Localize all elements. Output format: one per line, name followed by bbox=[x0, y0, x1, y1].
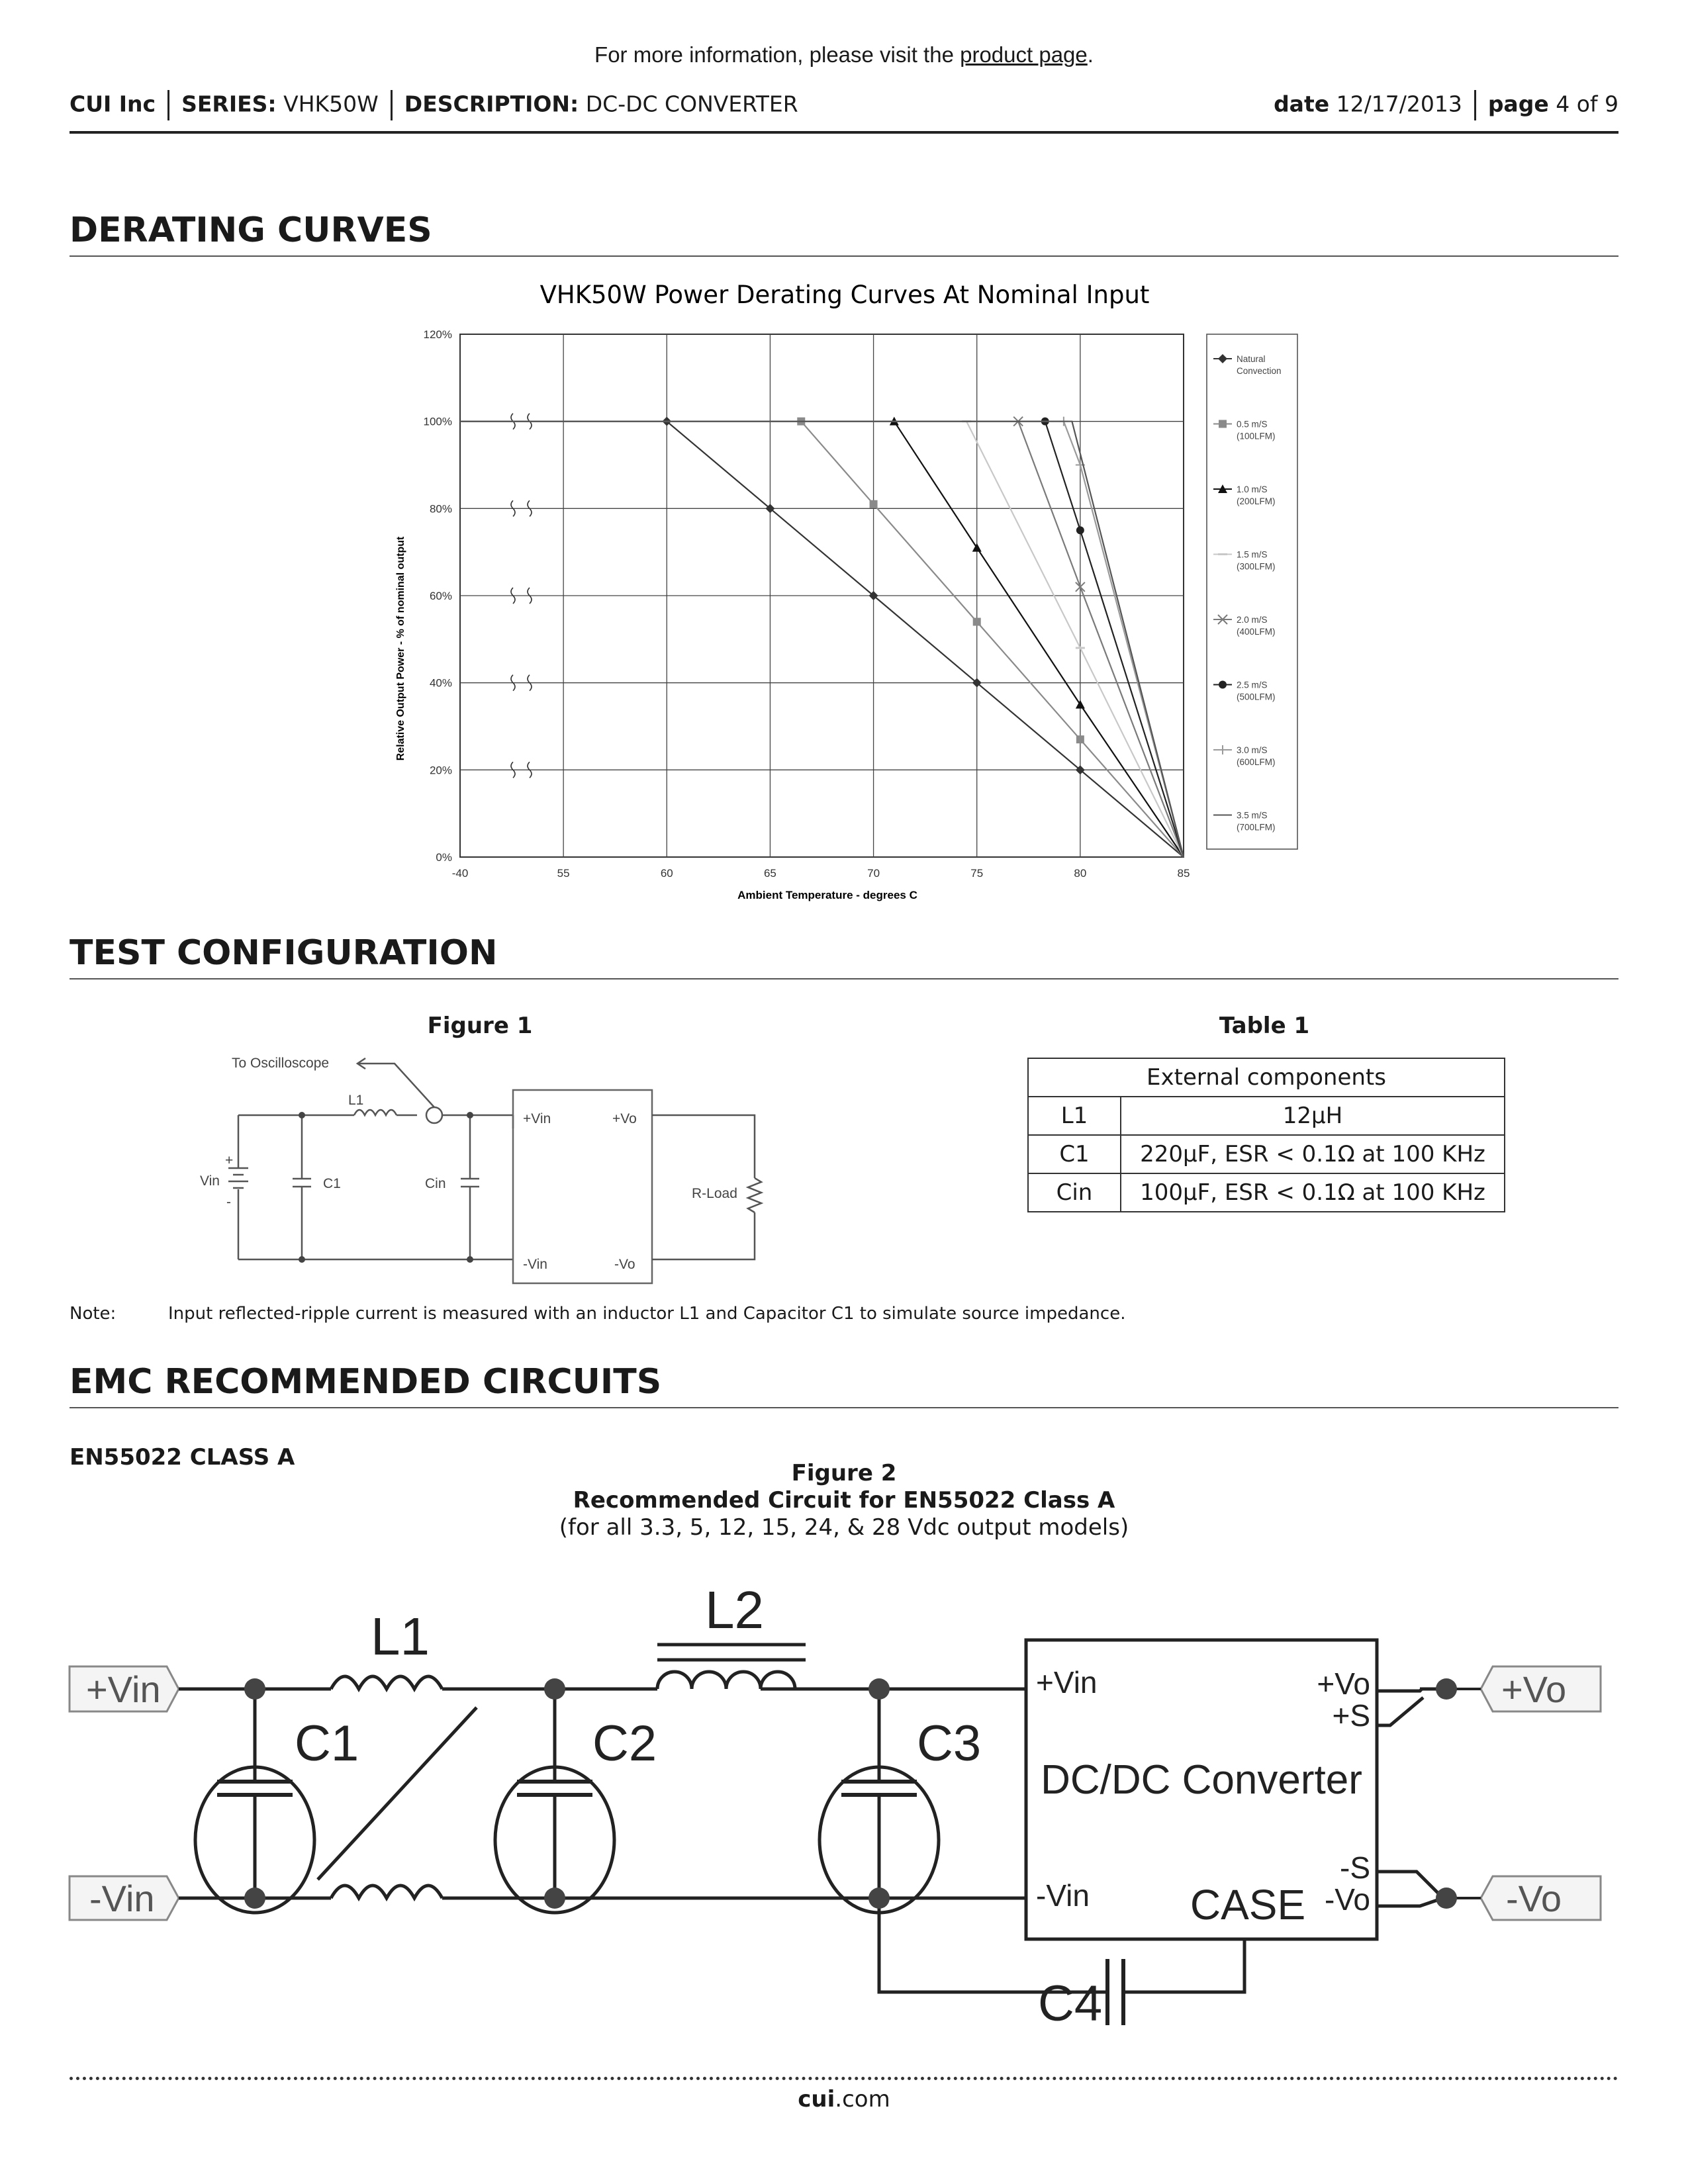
table-header-row bbox=[1028, 1058, 1505, 1097]
figure2-title: Recommended Circuit for EN55022 Class A bbox=[573, 1487, 1115, 1514]
header-divider bbox=[391, 90, 393, 120]
chart-x-tick-label: 55 bbox=[557, 867, 570, 880]
table-cell-value: 220µF, ESR < 0.1Ω at 100 KHz bbox=[1121, 1135, 1505, 1173]
derating-chart bbox=[371, 278, 1311, 913]
chart-grid bbox=[460, 334, 1184, 857]
chart-legend-label: 3.5 m/S bbox=[1237, 810, 1268, 821]
fig2-pin-plus-vin: +Vin bbox=[1036, 1665, 1098, 1700]
chart-legend-label: (700LFM) bbox=[1237, 822, 1276, 833]
chart-series-line bbox=[460, 422, 1184, 857]
footer-domain: .com bbox=[835, 2086, 890, 2113]
chart-data-point bbox=[972, 543, 982, 552]
note-label: Note: bbox=[70, 1304, 117, 1324]
fig1-pin-plus-vo: +Vo bbox=[612, 1111, 637, 1126]
footer-divider bbox=[70, 2077, 1618, 2080]
chart-series-group bbox=[460, 417, 1184, 857]
chart-data-point bbox=[1076, 526, 1084, 534]
chart-legend-label: (300LFM) bbox=[1237, 561, 1276, 572]
date-value: 12/17/2013 bbox=[1336, 91, 1462, 117]
section-heading-emc: EMC RECOMMENDED CIRCUITS bbox=[70, 1362, 1618, 1408]
figure2-caption bbox=[0, 1460, 1688, 1541]
chart-x-ticks bbox=[452, 867, 1190, 880]
table1-external-components bbox=[1027, 1058, 1505, 1212]
fig1-plus-label: + bbox=[225, 1153, 234, 1168]
chart-data-point bbox=[1076, 700, 1085, 709]
fig2-case-label: CASE bbox=[1190, 1881, 1306, 1929]
fig1-pin-minus-vo: -Vo bbox=[614, 1257, 635, 1272]
chart-data-point bbox=[870, 500, 878, 508]
page-header bbox=[70, 86, 1618, 134]
chart-series-line bbox=[460, 422, 1184, 857]
header-divider bbox=[167, 90, 169, 120]
fig2-converter-label: DC/DC Converter bbox=[1041, 1757, 1362, 1803]
page-value: 4 of 9 bbox=[1556, 91, 1618, 117]
chart-legend-label: (100LFM) bbox=[1237, 431, 1276, 441]
fig2-c1-label: C1 bbox=[295, 1715, 359, 1772]
chart-x-tick-label: 65 bbox=[763, 867, 776, 880]
chart-series-line bbox=[460, 422, 1184, 857]
chart-x-tick-label: 75 bbox=[970, 867, 984, 880]
chart-data-point bbox=[1076, 735, 1084, 743]
note-text: Input reflected-ripple current is measured with an inductor L1 and Capacitor C1 to simulate source impedance. bbox=[168, 1304, 1126, 1324]
fig1-cin-label: Cin bbox=[425, 1176, 446, 1191]
fig2-input-minus: -Vin bbox=[89, 1878, 155, 1919]
fig2-pin-minus-vin: -Vin bbox=[1036, 1878, 1090, 1913]
chart-series-4 bbox=[460, 422, 1184, 857]
fig1-pin-minus-vin: -Vin bbox=[523, 1257, 547, 1272]
table-row bbox=[1028, 1097, 1505, 1135]
figure2-subtitle: (for all 3.3, 5, 12, 15, 24, & 28 Vdc output models) bbox=[559, 1514, 1129, 1541]
company-name: CUI Inc bbox=[70, 91, 156, 117]
chart-legend-label: Natural bbox=[1237, 354, 1266, 364]
figure2-emc-circuit bbox=[66, 1562, 1622, 2045]
figure2-label: Figure 2 bbox=[791, 1460, 897, 1486]
chart-y-tick-label: 120% bbox=[423, 328, 452, 341]
chart-legend-label: (400LFM) bbox=[1237, 627, 1276, 637]
chart-y-tick-label: 60% bbox=[429, 590, 452, 602]
chart-legend-label: 0.5 m/S bbox=[1237, 419, 1268, 430]
fig2-input-plus: +Vin bbox=[86, 1668, 161, 1710]
fig2-pin-minus-vo: -Vo bbox=[1324, 1882, 1370, 1917]
fig2-l2-label: L2 bbox=[705, 1580, 764, 1639]
chart-x-tick-label: 80 bbox=[1074, 867, 1087, 880]
chart-x-tick-label: -40 bbox=[451, 867, 469, 880]
table-cell-value: 100µF, ESR < 0.1Ω at 100 KHz bbox=[1121, 1173, 1505, 1212]
header-right bbox=[1274, 90, 1618, 120]
chart-y-tick-label: 20% bbox=[429, 764, 452, 777]
chart-legend-label: 1.0 m/S bbox=[1237, 484, 1268, 494]
table1-label: Table 1 bbox=[1219, 1013, 1310, 1039]
chart-x-tick-label: 60 bbox=[660, 867, 673, 880]
fig2-output-plus: +Vo bbox=[1501, 1668, 1567, 1710]
chart-y-ticks bbox=[424, 328, 452, 864]
chart-y-tick-label: 100% bbox=[423, 415, 452, 428]
chart-y-tick-label: 80% bbox=[429, 502, 452, 516]
chart-legend-label: 2.0 m/S bbox=[1237, 615, 1268, 625]
fig1-pin-plus-vin: +Vin bbox=[523, 1111, 551, 1126]
chart-legend-marker bbox=[1219, 681, 1227, 689]
fig2-l1-label: L1 bbox=[371, 1607, 430, 1666]
emc-subheading: EN55022 CLASS A bbox=[70, 1444, 295, 1471]
table-cell-name: Cin bbox=[1028, 1173, 1121, 1212]
fig2-c4-label: C4 bbox=[1038, 1976, 1103, 2032]
chart-legend-marker bbox=[1219, 420, 1227, 428]
date-label: date bbox=[1274, 91, 1330, 117]
chart-legend-label: 3.0 m/S bbox=[1237, 745, 1268, 755]
chart-y-label: Relative Output Power - % of nominal output bbox=[395, 536, 406, 761]
chart-x-tick-label: 70 bbox=[867, 867, 880, 880]
fig1-l1-label: L1 bbox=[348, 1093, 364, 1108]
chart-legend-label: 1.5 m/S bbox=[1237, 549, 1268, 560]
chart-legend-label: (500LFM) bbox=[1237, 692, 1276, 702]
header-left bbox=[70, 90, 798, 120]
fig2-output-minus: -Vo bbox=[1506, 1878, 1562, 1919]
fig1-c1-label: C1 bbox=[323, 1176, 341, 1191]
chart-legend-box bbox=[1207, 334, 1297, 849]
chart-series-line bbox=[460, 422, 1184, 857]
description-label: DESCRIPTION: bbox=[404, 91, 579, 117]
figure1-label: Figure 1 bbox=[427, 1013, 533, 1039]
table-header-cell: External components bbox=[1028, 1058, 1505, 1097]
fig2-c3-label: C3 bbox=[917, 1715, 982, 1772]
fig1-vin-label: Vin bbox=[200, 1173, 220, 1189]
header-divider bbox=[1474, 90, 1476, 120]
section-heading-derating: DERATING CURVES bbox=[70, 210, 1618, 257]
description-value: DC-DC CONVERTER bbox=[585, 91, 798, 117]
fig2-pin-minus-s: -S bbox=[1340, 1850, 1370, 1885]
footer-brand: cui bbox=[798, 2086, 835, 2113]
fig1-minus-label: - bbox=[226, 1195, 231, 1210]
table-cell-value: 12µH bbox=[1121, 1097, 1505, 1135]
fig2-pin-plus-s: +S bbox=[1332, 1698, 1370, 1733]
chart-legend-label: (600LFM) bbox=[1237, 757, 1276, 767]
section-heading-test-config: TEST CONFIGURATION bbox=[70, 933, 1618, 979]
chart-data-point bbox=[973, 618, 981, 626]
table-cell-name: L1 bbox=[1028, 1097, 1121, 1135]
chart-x-tick-label: 85 bbox=[1177, 867, 1190, 880]
fig1-rload-label: R-Load bbox=[692, 1186, 737, 1201]
table-row bbox=[1028, 1135, 1505, 1173]
chart-legend-label: (200LFM) bbox=[1237, 496, 1276, 506]
oscilloscope-label: To Oscilloscope bbox=[232, 1056, 330, 1071]
table-row bbox=[1028, 1173, 1505, 1212]
chart-legend-label: 2.5 m/S bbox=[1237, 680, 1268, 690]
chart-series-line bbox=[460, 422, 1184, 857]
chart-title: VHK50W Power Derating Curves At Nominal Input bbox=[539, 281, 1150, 309]
chart-x-label: Ambient Temperature - degrees C bbox=[737, 889, 917, 901]
series-label: SERIES: bbox=[181, 91, 277, 117]
product-info-text: For more information, please visit the bbox=[594, 42, 954, 67]
product-info-end: . bbox=[1087, 42, 1094, 67]
chart-series-line bbox=[460, 422, 1184, 857]
chart-y-tick-label: 40% bbox=[429, 676, 452, 690]
chart-series-8 bbox=[460, 422, 1184, 857]
product-page-link[interactable]: product page bbox=[960, 42, 1088, 67]
chart-series-line bbox=[460, 422, 1184, 857]
chart-legend-label: Convection bbox=[1237, 366, 1282, 376]
chart-legend bbox=[1207, 334, 1297, 849]
series-value: VHK50W bbox=[283, 91, 379, 117]
fig2-c2-label: C2 bbox=[592, 1715, 657, 1772]
chart-series-line bbox=[460, 422, 1184, 857]
page-label: page bbox=[1487, 91, 1549, 117]
footer-site bbox=[0, 2086, 1688, 2113]
chart-y-tick-label: 0% bbox=[436, 851, 452, 864]
table-cell-name: C1 bbox=[1028, 1135, 1121, 1173]
figure1-test-circuit bbox=[192, 1049, 788, 1287]
product-info-note bbox=[0, 42, 1688, 68]
fig2-pin-plus-vo: +Vo bbox=[1317, 1666, 1370, 1701]
